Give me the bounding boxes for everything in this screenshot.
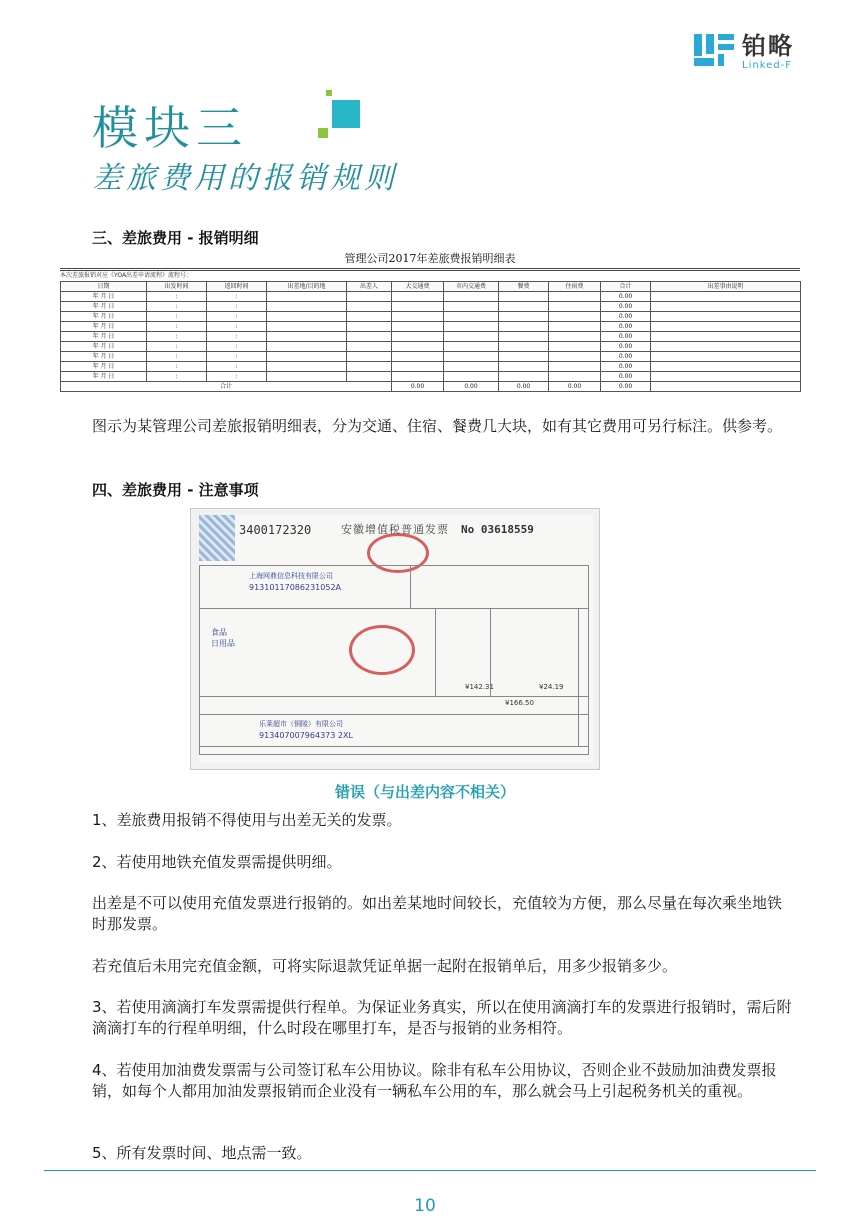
- table-cell: 0.00: [601, 342, 651, 352]
- note-paragraph-recharge: 出差是不可以使用充值发票进行报销的。如出差某地时间较长，充值较为方便，那么尽量在每次乘坐地铁时那发票。: [92, 894, 783, 933]
- brand-logo: [692, 32, 812, 74]
- table-cell: :: [207, 302, 267, 312]
- table-cell: [347, 322, 392, 332]
- table-cell: [267, 342, 347, 352]
- logo-text-en: Linked-F: [742, 60, 792, 71]
- table-sum-cell: 0.00: [444, 382, 499, 392]
- table-cell: 0.00: [601, 372, 651, 382]
- table-header-cell: 出差人: [347, 282, 392, 292]
- page-number: 10: [414, 1196, 436, 1216]
- table-sum-row: [61, 382, 801, 392]
- table-cell: [651, 372, 801, 382]
- table-cell: [499, 362, 549, 372]
- table-cell: [392, 322, 444, 332]
- invoice-amount: ¥142.31: [465, 683, 494, 691]
- invoice-title: 安徽增值税普通发票: [341, 523, 449, 536]
- table-cell: [267, 362, 347, 372]
- table-cell: [651, 342, 801, 352]
- note-item-2: 2、若使用地铁充值发票需提供明细。: [92, 853, 342, 871]
- section-heading-details: 三、差旅费用 - 报销明细: [92, 229, 259, 247]
- table-cell: [549, 372, 601, 382]
- table-row: [61, 322, 801, 332]
- table-cell: [444, 312, 499, 322]
- table-cell: [444, 372, 499, 382]
- table-cell: [444, 342, 499, 352]
- invoice-total: ¥166.50: [505, 699, 534, 707]
- table-cell: 年 月 日: [61, 302, 147, 312]
- table-sum-cell: [651, 382, 801, 392]
- logo-mark-icon: [692, 32, 736, 72]
- table-cell: [347, 302, 392, 312]
- invoice-image: [190, 508, 600, 770]
- table-cell: 年 月 日: [61, 352, 147, 362]
- table-cell: [651, 362, 801, 372]
- table-cell: [267, 292, 347, 302]
- table-cell: [392, 312, 444, 322]
- invoice-qr-icon: [199, 515, 235, 561]
- table-row: [61, 332, 801, 342]
- table-cell: :: [147, 322, 207, 332]
- table-cell: 0.00: [601, 332, 651, 342]
- table-cell: [549, 362, 601, 372]
- table-header-cell: 出差事由说明: [651, 282, 801, 292]
- table-cell: :: [147, 332, 207, 342]
- table-cell: [499, 332, 549, 342]
- invoice-seller-tax-id: 913407007964373 2XL: [259, 731, 353, 740]
- table-cell: [651, 322, 801, 332]
- expense-table-title: 管理公司2017年差旅费报销明细表: [344, 252, 516, 265]
- table-cell: [267, 372, 347, 382]
- table-cell: [499, 372, 549, 382]
- table-cell: 0.00: [601, 352, 651, 362]
- table-cell: :: [147, 312, 207, 322]
- table-cell: [444, 302, 499, 312]
- table-sum-cell: 0.00: [499, 382, 549, 392]
- note-item-1: 1、差旅费用报销不得使用与出差无关的发票。: [92, 811, 402, 829]
- table-cell: [347, 342, 392, 352]
- table-header-cell: 市内交通费: [444, 282, 499, 292]
- table-cell: [549, 332, 601, 342]
- table-cell: [267, 322, 347, 332]
- table-cell: [444, 332, 499, 342]
- table-row: [61, 362, 801, 372]
- table-cell: 0.00: [601, 362, 651, 372]
- table-cell: 0.00: [601, 292, 651, 302]
- table-cell: [499, 352, 549, 362]
- table-cell: [347, 332, 392, 342]
- table-cell: [549, 292, 601, 302]
- table-cell: :: [207, 372, 267, 382]
- invoice-number: No 03618559: [461, 523, 534, 536]
- module-subtitle: 差旅费用的报销规则: [92, 161, 398, 196]
- invoice-caption: 错误（与出差内容不相关）: [334, 783, 515, 801]
- table-row: [61, 342, 801, 352]
- table-cell: [444, 322, 499, 332]
- table-cell: 0.00: [601, 312, 651, 322]
- expense-table-image: [60, 250, 800, 406]
- invoice-tax: ¥24.19: [539, 683, 564, 691]
- logo-text-cn: 铂略: [742, 32, 794, 60]
- table-row: [61, 292, 801, 302]
- invoice-buyer-tax-id: 91310117086231052A: [249, 583, 341, 592]
- table-cell: :: [147, 372, 207, 382]
- invoice-body: [199, 515, 593, 763]
- table-sum-cell: 0.00: [549, 382, 601, 392]
- table-cell: [392, 292, 444, 302]
- table-row: [61, 372, 801, 382]
- table-cell: [549, 342, 601, 352]
- invoice-buyer-name: 上海网鼎信息科技有限公司: [249, 572, 333, 580]
- table-cell: 0.00: [601, 322, 651, 332]
- table-cell: 年 月 日: [61, 362, 147, 372]
- table-cell: [651, 312, 801, 322]
- table-cell: 0.00: [601, 302, 651, 312]
- table-cell: :: [147, 302, 207, 312]
- table-cell: [392, 352, 444, 362]
- invoice-goods: 食品 日用品: [211, 628, 235, 648]
- table-cell: [267, 332, 347, 342]
- module-title: 模块三: [92, 101, 248, 155]
- table-header-cell: 大交通费: [392, 282, 444, 292]
- table-cell: :: [207, 332, 267, 342]
- table-cell: [444, 352, 499, 362]
- table-row: [61, 302, 801, 312]
- table-cell: [444, 292, 499, 302]
- decoration-squares-icon: [318, 90, 368, 142]
- table-sum-label: 合计: [61, 382, 392, 392]
- table-cell: [267, 352, 347, 362]
- table-cell: [392, 362, 444, 372]
- table-sum-cell: 0.00: [392, 382, 444, 392]
- table-cell: [651, 332, 801, 342]
- table-description: 图示为某管理公司差旅报销明细表，分为交通、住宿、餐费几大块，如有其它费用可另行标注。供参考。: [92, 417, 783, 435]
- table-cell: [499, 322, 549, 332]
- table-cell: [651, 302, 801, 312]
- table-cell: [549, 322, 601, 332]
- table-header-cell: 日期: [61, 282, 147, 292]
- table-header-cell: 餐费: [499, 282, 549, 292]
- table-cell: [347, 352, 392, 362]
- table-cell: [347, 312, 392, 322]
- table-cell: 年 月 日: [61, 372, 147, 382]
- table-cell: :: [147, 352, 207, 362]
- invoice-seller-name: 乐莱超市（铜陵）有限公司: [259, 720, 343, 728]
- table-cell: :: [207, 292, 267, 302]
- table-cell: [499, 312, 549, 322]
- table-cell: [267, 312, 347, 322]
- table-cell: :: [207, 362, 267, 372]
- table-cell: [651, 292, 801, 302]
- table-cell: [392, 332, 444, 342]
- section-heading-notes: 四、差旅费用 - 注意事项: [92, 481, 259, 499]
- table-cell: 年 月 日: [61, 332, 147, 342]
- table-header-cell: 出发时间: [147, 282, 207, 292]
- table-cell: :: [207, 322, 267, 332]
- table-cell: [392, 372, 444, 382]
- table-cell: [499, 292, 549, 302]
- table-cell: [347, 362, 392, 372]
- expense-table-header: [61, 282, 801, 292]
- table-row: [61, 312, 801, 322]
- expense-table: [60, 281, 801, 392]
- table-header-cell: 出差地/目的地: [267, 282, 347, 292]
- table-cell: :: [207, 312, 267, 322]
- table-cell: [392, 342, 444, 352]
- table-cell: [347, 372, 392, 382]
- table-row: [61, 352, 801, 362]
- table-sum-cell: 0.00: [601, 382, 651, 392]
- table-cell: [347, 292, 392, 302]
- table-cell: 年 月 日: [61, 292, 147, 302]
- invoice-company-seal-icon: [349, 625, 415, 675]
- table-header-cell: 合计: [601, 282, 651, 292]
- note-item-5: 5、所有发票时间、地点需一致。: [92, 1144, 312, 1162]
- table-cell: [267, 302, 347, 312]
- table-cell: [549, 302, 601, 312]
- table-cell: [444, 362, 499, 372]
- table-cell: [549, 352, 601, 362]
- table-header-cell: 住宿费: [549, 282, 601, 292]
- table-cell: [549, 312, 601, 322]
- note-item-3: 3、若使用滴滴打车发票需提供行程单。为保证业务真实，所以在使用滴滴打车的发票进行报销时，需后附滴滴打车的行程单明细，什么时段在哪里打车，是否与报销的业务相符。: [92, 998, 792, 1037]
- table-cell: 年 月 日: [61, 342, 147, 352]
- table-header-cell: 返回时间: [207, 282, 267, 292]
- table-cell: :: [147, 292, 207, 302]
- table-cell: [392, 302, 444, 312]
- footer-divider: [44, 1170, 816, 1171]
- table-cell: 年 月 日: [61, 312, 147, 322]
- table-cell: [499, 342, 549, 352]
- note-item-4: 4、若使用加油费发票需与公司签订私车公用协议。除非有私车公用协议，否则企业不鼓励加油费发票报销，如每个人都用加油发票报销而企业没有一辆私车公用的车，那么就会马上引起税务机关的重视。: [92, 1061, 777, 1100]
- invoice-code: 3400172320: [239, 523, 312, 537]
- table-cell: :: [147, 362, 207, 372]
- note-paragraph-refund: 若充值后未用完充值金额，可将实际退款凭证单据一起附在报销单后，用多少报销多少。: [92, 957, 678, 975]
- table-cell: [651, 352, 801, 362]
- table-cell: [499, 302, 549, 312]
- table-cell: 年 月 日: [61, 322, 147, 332]
- table-cell: :: [207, 342, 267, 352]
- table-cell: :: [207, 352, 267, 362]
- table-cell: :: [147, 342, 207, 352]
- expense-table-note: 本次差旅报销对应《YOA出差申请流程》流程号：: [60, 272, 193, 279]
